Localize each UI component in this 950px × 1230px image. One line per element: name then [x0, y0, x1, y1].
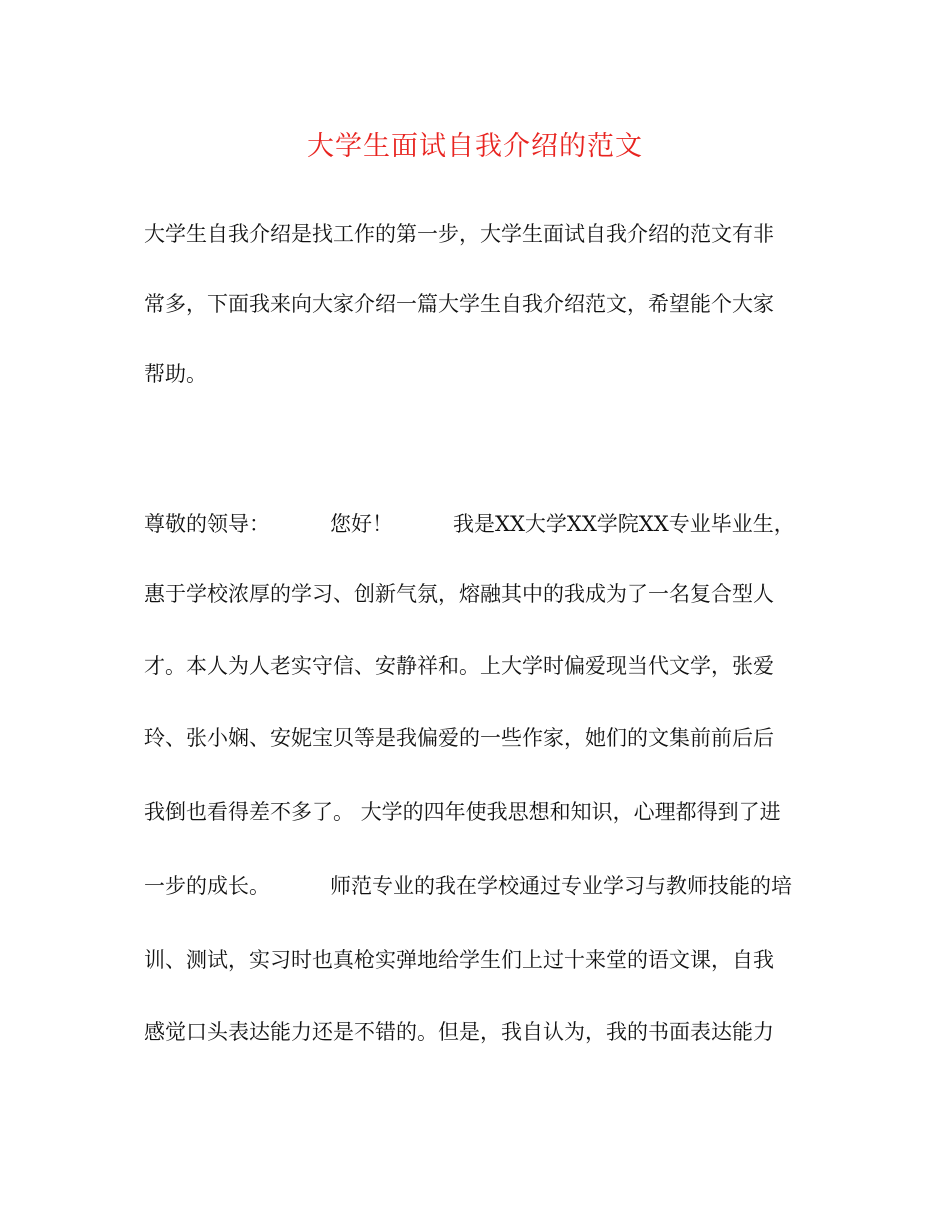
body-line: 我倒也看得差不多了。 大学的四年使我思想和知识，心理都得到了进 [144, 800, 781, 824]
hello-text: 您好！ [330, 512, 393, 536]
growth-continuation: 师范专业的我在学校通过专业学习与教师技能的培 [330, 874, 792, 898]
salutation: 尊敬的领导： [144, 512, 270, 536]
greeting-line [144, 509, 814, 539]
growth-line [144, 871, 814, 901]
body-line: 玲、张小娴、安妮宝贝等是我偏爱的一些作家，她们的文集前前后后 [144, 726, 774, 750]
intro-line: 帮助。 [144, 362, 207, 386]
body-line: 惠于学校浓厚的学习、创新气氛，熔融其中的我成为了一名复合型人 [144, 582, 774, 606]
opening-text: 我是XX大学XX学院XX专业毕业生， [453, 512, 795, 536]
intro-line: 大学生自我介绍是找工作的第一步，大学生面试自我介绍的范文有非 [144, 222, 774, 246]
body-line: 训、测试，实习时也真枪实弹地给学生们上过十来堂的语文课，自我 [144, 948, 774, 972]
body-line: 才。本人为人老实守信、安静祥和。上大学时偏爱现当代文学，张爱 [144, 654, 774, 678]
document-title: 大学生面试自我介绍的范文 [307, 131, 643, 162]
growth-text: 一步的成长。 [144, 874, 270, 898]
body-line: 感觉口头表达能力还是不错的。但是，我自认为，我的书面表达能力 [144, 1020, 774, 1044]
intro-line: 常多，下面我来向大家介绍一篇大学生自我介绍范文，希望能个大家 [144, 292, 774, 316]
